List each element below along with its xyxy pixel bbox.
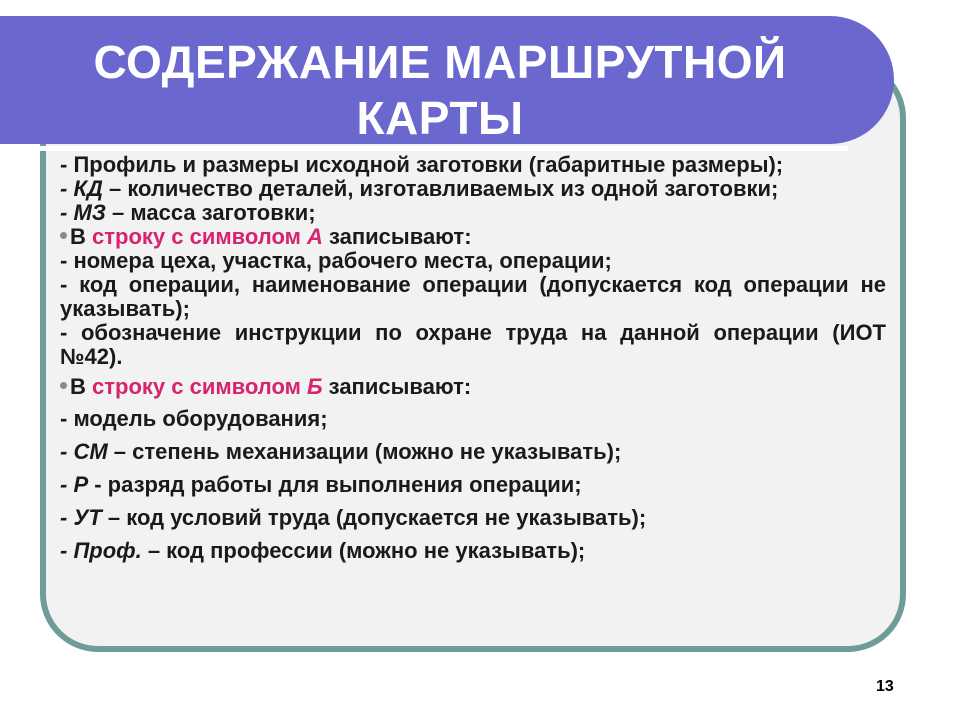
list-item: - Проф. – код профессии (можно не указывать);: [60, 538, 586, 563]
term-code: - УТ: [60, 505, 102, 530]
term-code: - СМ: [60, 439, 108, 464]
list-item: - КД – количество деталей, изготавливаемых из одной заготовки;: [60, 176, 779, 201]
content-text: [60, 153, 886, 564]
title-underline: [0, 146, 848, 151]
title-bar: [0, 16, 894, 144]
list-item: - модель оборудования;: [60, 406, 328, 431]
list-item: - МЗ – масса заготовки;: [60, 200, 316, 225]
section-heading-a: В строку с символом А записывают:: [60, 225, 886, 249]
list-item: - код операции, наименование операции (допускается код операции не указывать);: [60, 272, 886, 321]
list-item: - УТ – код условий труда (допускается не указывать);: [60, 505, 647, 530]
list-item: - СМ – степень механизации (можно не указывать);: [60, 439, 622, 464]
list-item: - Профиль и размеры исходной заготовки (габаритные размеры);: [60, 152, 784, 177]
list-item: - Р - разряд работы для выполнения операции;: [60, 472, 582, 497]
title-line-1: СОДЕРЖАНИЕ МАРШРУТНОЙ: [93, 36, 787, 88]
bullet-icon: [60, 232, 67, 239]
slide-title: [40, 34, 840, 146]
list-item: - обозначение инструкции по охране труда на данной операции (ИОТ №42).: [60, 320, 886, 369]
title-line-2: КАРТЫ: [356, 92, 524, 144]
term-code: - Проф.: [60, 538, 142, 563]
term-code: - Р: [60, 472, 89, 497]
section-heading-b: В строку с символом Б записывают:: [60, 375, 886, 399]
list-item: - номера цеха, участка, рабочего места, операции;: [60, 248, 612, 273]
bullet-icon: [60, 382, 67, 389]
term-code: - МЗ: [60, 200, 106, 225]
page-number: 13: [876, 678, 894, 695]
term-code: КД: [73, 176, 103, 201]
